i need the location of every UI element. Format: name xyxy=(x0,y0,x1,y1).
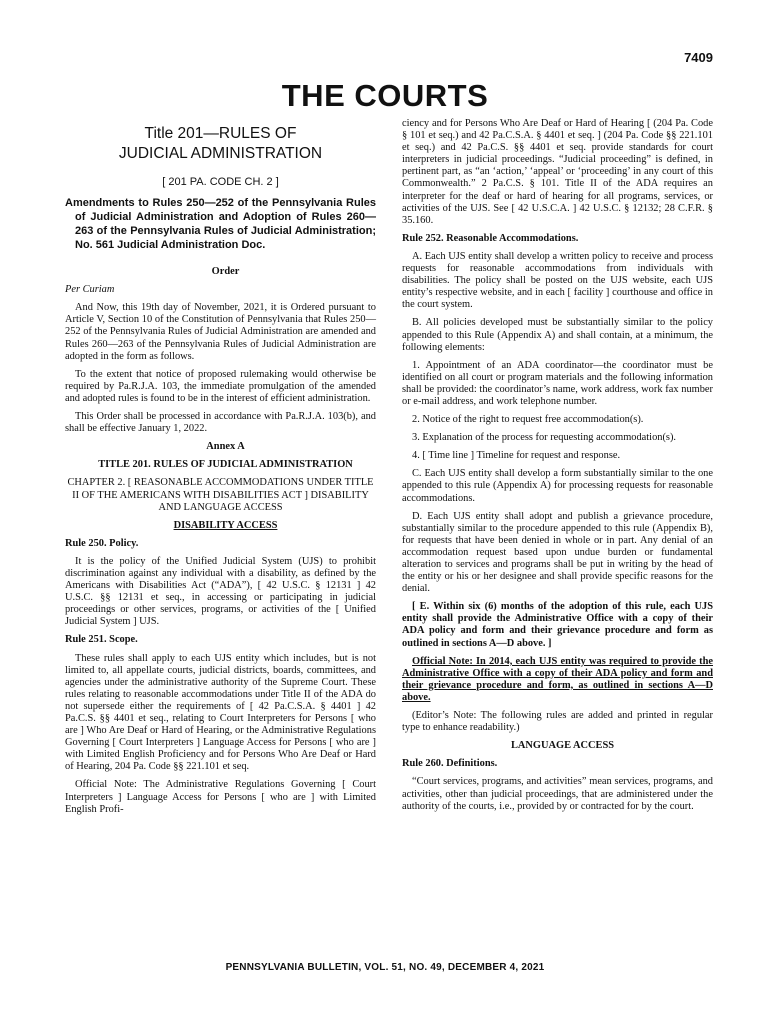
left-column xyxy=(65,118,376,822)
title-line-1: Title 201—RULES OF xyxy=(144,125,297,142)
annex-heading: Annex A xyxy=(206,441,245,453)
rule-250-text: It is the policy of the Unified Judicial System (UJS) to prohibit discrimination against any individual with a disability, as defined by the Americans with Disabilities Act (“ADA”), [ 42 U.S.C. § 12131 ] 42 U.S.C. §§ 12131 et seq., in accessing or participating in judicial proceedings or other services, programs, or activities of the [ Unified Judicial System ] UJS. xyxy=(65,555,376,628)
rule-250-heading: Rule 250. Policy. xyxy=(65,537,139,549)
page-number: 7409 xyxy=(684,50,713,65)
title-line-2: JUDICIAL ADMINISTRATION xyxy=(118,145,323,162)
rule-252-b-3: 3. Explanation of the process for requesting accommodation(s). xyxy=(412,432,677,444)
order-paragraph-3: This Order shall be processed in accordance with Pa.R.J.A. 103(b), and shall be effective January 1, 2022. xyxy=(65,411,376,435)
per-curiam: Per Curiam xyxy=(65,284,115,296)
order-paragraph-2: To the extent that notice of proposed rulemaking would otherwise be required by Pa.R.J.A. 103, the immediate promulgation of the amended and adopted rules is found to be in the interest of efficient administration. xyxy=(65,368,376,404)
chapter-heading: CHAPTER 2. [ REASONABLE ACCOMMODATIONS UNDER TITLE II OF THE AMERICANS WITH DISABILITIES ACT ] DISABILITY AND LANGUAGE ACCESS xyxy=(67,477,374,513)
code-citation: [ 201 PA. CODE CH. 2 ] xyxy=(162,176,279,188)
rule-251-heading: Rule 251. Scope. xyxy=(65,634,138,646)
disability-access-heading: DISABILITY ACCESS xyxy=(173,519,278,531)
official-note-right: Official Note: In 2014, each UJS entity was required to provide the Administrative Office with a copy of their ADA policy and form and their grievance procedure and form, as outlined in sections A—D above. xyxy=(402,655,713,703)
order-paragraph-1: And Now, this 19th day of November, 2021, it is Ordered pursuant to Article V, Section 10 of the Constitution of Pennsylvania that Rules 250—252 of the Pennsylvania Rules of Judicial Administration are amended and Rules 260—263 of the Pennsylvania Rules of Judicial Administration are adopted in the form as follows. xyxy=(65,302,376,362)
editors-note: (Editor’s Note: The following rules are added and printed in regular type to enhance readability.) xyxy=(402,710,713,734)
summary-heading: Amendments to Rules 250—252 of the Pennsylvania Rules of Judicial Administration and Adoption of Rules 260—263 of the Pennsylvania Rules of Judicial Administration; No. 561 Judicial Administration Doc. xyxy=(65,197,376,252)
rule-251-text: These rules shall apply to each UJS entity which includes, but is not limited to, all appellate courts, judicial districts, boards, committees, and agencies under the administrative authority of the Supreme Court. These rules relating to reasonable accommodations under Title II of the ADA do not supersede either the requirements of [ 42 Pa.C.S.A. § 4401 ] 42 Pa.C.S. §§ 4401 et seq., relating to Court Interpreters for Persons [ who are ] Who Are Deaf or Hard of Hearing, or the Administrative Regulations Governing [ Court Interpreters ] Language Access for Persons [ who are ] with Limited English Proficiency and for Persons Who Are Deaf or Hard of Hearing, 204 Pa. Code §§ 221.101 et seq. xyxy=(65,652,376,773)
rule-252-b-1: 1. Appointment of an ADA coordinator—the coordinator must be identified on all court or program materials and the following information shall be provided: the coordinator’s name, work address, work fax number or e-mail address, and work telephone number. xyxy=(402,359,713,407)
rule-252-heading: Rule 252. Reasonable Accommodations. xyxy=(402,232,579,244)
rule-252-d: D. Each UJS entity shall adopt and publish a grievance procedure, substantially similar to the procedure appended to this rule (Appendix B), for requests that have been denied in whole or in part. Any denial of an accommodation request based upon undue burden or fundamental alteration to services and programs shall be put in writing by the head of the entity or his or her designee and shall provide specific reasons for the denial. xyxy=(402,510,713,595)
rule-252-b: B. All policies developed must be substantially similar to the policy appended to this Rule (Appendix A) and shall contain, at a minimum, the following elements: xyxy=(402,317,713,353)
title-201-heading: TITLE 201. RULES OF JUDICIAL ADMINISTRATION xyxy=(98,459,353,471)
rule-260-text: “Court services, programs, and activities” mean services, programs, and activities, other than judicial proceedings, that are administered under the authority of the courts, i.e., provided by or contracted for by the court. xyxy=(402,776,713,812)
language-access-heading: LANGUAGE ACCESS xyxy=(510,740,615,752)
footer: PENNSYLVANIA BULLETIN, VOL. 51, NO. 49, DECEMBER 4, 2021 xyxy=(225,962,545,973)
title-heading xyxy=(65,124,376,164)
rule-252-b-2: 2. Notice of the right to request free accommodation(s). xyxy=(412,414,644,426)
rule-252-b-4: 4. [ Time line ] Timeline for request and response. xyxy=(412,450,621,462)
masthead: THE COURTS xyxy=(281,78,489,113)
rule-252-a: A. Each UJS entity shall develop a written policy to receive and process requests for reasonable accommodations from individuals with disabilities. The policy shall be posted on the UJS website, each UJS entity’s respective website, and in each [ facility ] courthouse and office in the court system. xyxy=(402,250,713,311)
official-note-left: Official Note: The Administrative Regulations Governing [ Court Interpreters ] Language Access for Persons [ who are ] with Limited English Profi- xyxy=(65,779,376,815)
order-heading: Order xyxy=(211,266,240,278)
official-note-continued: ciency and for Persons Who Are Deaf or Hard of Hearing [ (204 Pa. Code § 101 et seq.) and 42 Pa.C.S.A. § 4401 et seq. ] (204 Pa. Code §§ 221.101 et seq.) and 42 Pa.C.S. §§ 4401 et seq. provide standards for court interpreters in judicial proceedings. “Judicial proceeding” is defined, in pertinent part, as “an ‘action,’ ‘appeal’ or ‘proceeding’ in any court of this Commonwealth.” 2 Pa.C.S. § 101. Title II of the ADA requires an interpreter for the deaf or hard of hearing for all programs, services, or activities of the UJS. See [ 42 U.S.C.A. ] 42 U.S.C. § 12132; 28 C.F.R. § 35.160. xyxy=(402,118,713,226)
rule-252-e: [ E. Within six (6) months of the adoption of this rule, each UJS entity shall provide the Administrative Office with a copy of their ADA policy and form and their grievance procedure and form as outlined in sections A—D above. ] xyxy=(402,601,713,649)
rule-252-c: C. Each UJS entity shall develop a form substantially similar to the one appended to this rule (Appendix A) for processing requests for reasonable accommodations. xyxy=(402,468,713,504)
right-column xyxy=(402,118,713,819)
rule-260-heading: Rule 260. Definitions. xyxy=(402,758,498,770)
